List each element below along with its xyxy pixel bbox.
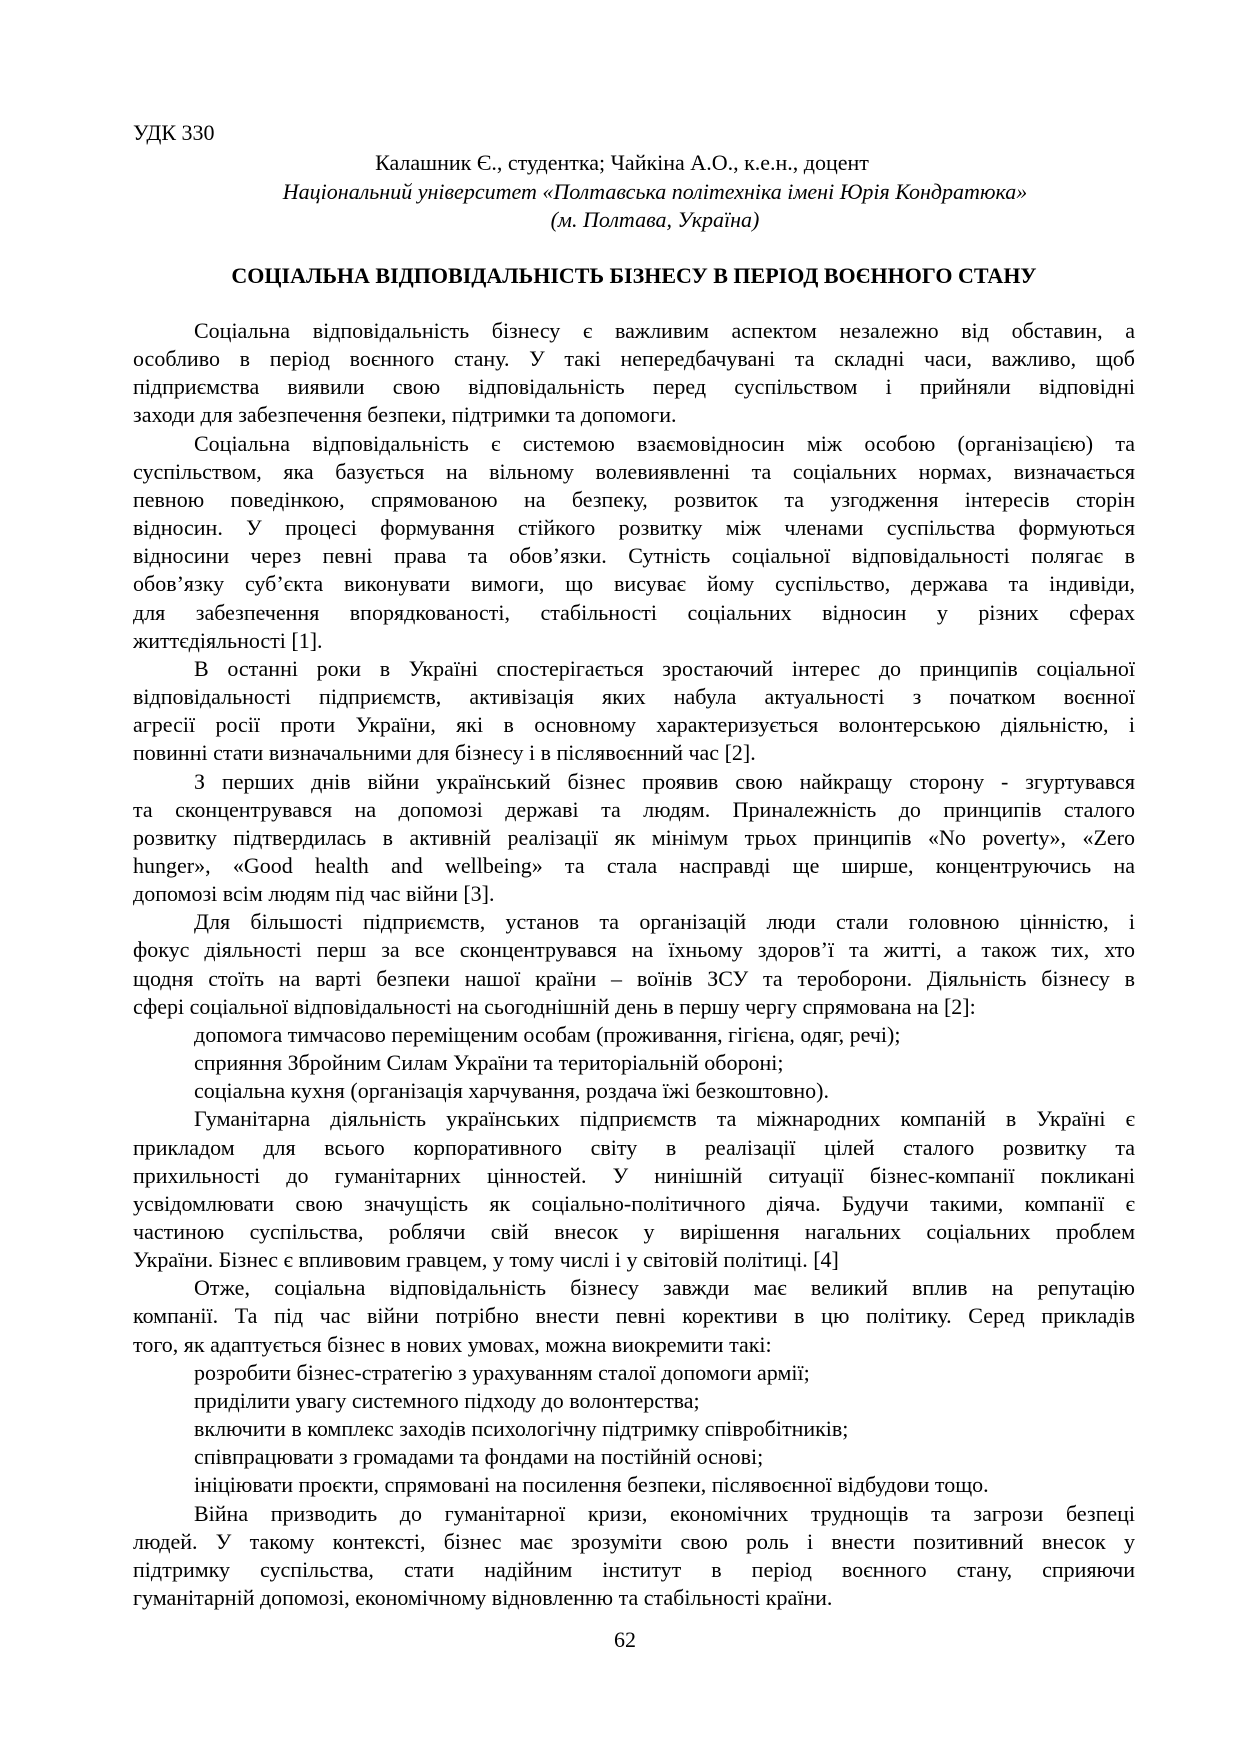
text-line: допомозі всім людям під час війни [3]. (133, 881, 495, 907)
text-line: щодня стоїть на варті безпеки нашої країни – воїнів ЗСУ та тероборони. Діяльність бізнесу в (133, 965, 1135, 991)
text-line: усвідомлювати свою значущість як соціально-політичного діяча. Будучи такими, компанії є (133, 1190, 1135, 1216)
text-line: України. Бізнес є впливовим гравцем, у тому числі і у світовій політиці. [4] (133, 1247, 839, 1273)
text-line: Гуманітарна діяльність українських підприємств та міжнародних компаній в Україні є (194, 1106, 1135, 1132)
text-line: відповідальності підприємств, активізація яких набула актуальності з початком воєнної (133, 684, 1135, 710)
text-line: повинні стати визначальними для бізнесу і в післявоєнний час [2]. (133, 740, 756, 766)
article-title: СОЦІАЛЬНА ВІДПОВІДАЛЬНІСТЬ БІЗНЕСУ В ПЕРІОД ВОЄННОГО СТАНУ (231, 263, 1037, 288)
text-line: життєдіяльності [1]. (133, 627, 323, 653)
list-item: приділити увагу системного підходу до волонтерства; (194, 1387, 700, 1413)
paragraph (133, 430, 1135, 655)
text-line: Для більшості підприємств, установ та організацій люди стали головною цінністю, і (194, 909, 1135, 935)
paragraph (133, 908, 1135, 1021)
text-line: того, як адаптується бізнес в нових умовах, можна виокремити такі: (133, 1331, 772, 1357)
text-line: компанії. Та під час війни потрібно внести певні корективи в цю політику. Серед прикладів (133, 1303, 1135, 1329)
article-body (133, 317, 1135, 1612)
paragraph (133, 655, 1135, 768)
text-line: обов’язку суб’єкта виконувати вимоги, що висуває йому суспільство, держава та індивіди, (133, 571, 1135, 597)
text-line: прихильності до гуманітарних цінностей. У нинішній ситуації бізнес-компанії покликані (133, 1162, 1135, 1188)
text-line: сфері соціальної відповідальності на сьогоднішній день в першу чергу спрямована на [2]: (133, 993, 976, 1019)
text-line: Отже, соціальна відповідальність бізнесу завжди має великий вплив на репутацію (194, 1275, 1135, 1301)
paragraph (133, 1274, 1135, 1358)
text-line: З перших днів війни український бізнес проявив свою найкращу сторону - згуртувався (194, 768, 1135, 794)
text-line: фокус діяльності перш за все сконцентрувався на їхньому здоров’ї та житті, а також тих, хто (133, 937, 1135, 963)
list-item: розробити бізнес-стратегію з урахуванням сталої допомоги армії; (194, 1359, 810, 1385)
paragraph (133, 1105, 1135, 1274)
text-line: Війна призводить до гуманітарної кризи, економічних труднощів та загрози безпеці (194, 1500, 1135, 1526)
text-line: гуманітарній допомозі, економічному відновленню та стабільності країни. (133, 1585, 833, 1611)
affiliation: Національний університет «Полтавська політехніка імені Юрія Кондратюка» (282, 179, 1028, 204)
authors-line: Калашник Є., студентка; Чайкіна А.О., к.е.н., доцент (375, 150, 869, 175)
list-item: включити в комплекс заходів психологічну підтримку співробітників; (194, 1416, 849, 1442)
text-line: людей. У такому контексті, бізнес має зрозуміти свою роль і внести позитивний внесок у (133, 1528, 1135, 1554)
list-item: соціальна кухня (організація харчування, роздача їжі безкоштовно). (194, 1078, 829, 1104)
text-line: суспільством, яка базується на вільному волевиявленні та соціальних нормах, визначається (133, 458, 1135, 484)
text-line: підтримку суспільства, стати надійним інститут в період воєнного стану, сприяючи (133, 1556, 1135, 1582)
text-line: В останні роки в Україні спостерігається зростаючий інтерес до принципів соціальної (194, 655, 1135, 681)
text-line: особливо в період воєнного стану. У такі непередбачувані та складні часи, важливо, щоб (133, 346, 1135, 372)
text-line: Соціальна відповідальність бізнесу є важливим аспектом незалежно від обставин, а (194, 318, 1135, 343)
text-line: певною поведінкою, спрямованою на безпеку, розвиток та узгодження інтересів сторін (133, 486, 1135, 512)
text-line: підприємства виявили свою відповідальність перед суспільством і прийняли відповідні (133, 374, 1135, 400)
paragraph (133, 768, 1135, 909)
bullet-list (133, 1359, 1135, 1500)
text-line: розвитку підтвердилась в активній реалізації як мінімум трьох принципів «No poverty», «Zero (133, 824, 1135, 850)
paragraph (133, 1500, 1135, 1613)
list-item: ініціювати проєкти, спрямовані на посилення безпеки, післявоєнної відбудови тощо. (194, 1472, 989, 1498)
text-line: частиною суспільства, роблячи свій внесок у вирішення нагальних соціальних проблем (133, 1219, 1135, 1244)
text-line: для забезпечення впорядкованості, стабільності соціальних відносин у різних сферах (133, 599, 1135, 625)
page-number: 62 (614, 1627, 636, 1652)
list-item: допомога тимчасово переміщеним особам (проживання, гігієна, одяг, речі); (194, 1021, 901, 1047)
text-line: заходи для забезпечення безпеки, підтримки та допомоги. (133, 402, 677, 428)
text-line: відносин. У процесі формування стійкого розвитку між членами суспільства формуються (133, 515, 1135, 541)
text-line: Соціальна відповідальність є системою взаємовідносин між особою (організацією) та (194, 430, 1135, 456)
text-line: агресії росії проти України, які в основному характеризується волонтерською діяльністю, і (133, 712, 1135, 738)
text-line: та сконцентрувався на допомозі державі та людям. Приналежність до принципів сталого (133, 796, 1135, 822)
list-item: сприяння Збройним Силам України та територіальній обороні; (194, 1050, 784, 1076)
text-line: прикладом для всього корпоративного світу в реалізації цілей сталого розвитку та (133, 1134, 1135, 1160)
affiliation-city: (м. Полтава, Україна) (550, 207, 760, 232)
bullet-list (133, 1021, 1135, 1105)
list-item: співпрацювати з громадами та фондами на постійній основі; (194, 1444, 764, 1470)
text-line: відносини через певні права та обов’язки. Сутність соціальної відповідальності полягає в (133, 543, 1135, 569)
udk-code: УДК 330 (133, 120, 215, 145)
text-line: hunger», «Good health and wellbeing» та стала насправді ще ширше, концентруючись на (133, 852, 1135, 878)
paragraph (133, 317, 1135, 430)
